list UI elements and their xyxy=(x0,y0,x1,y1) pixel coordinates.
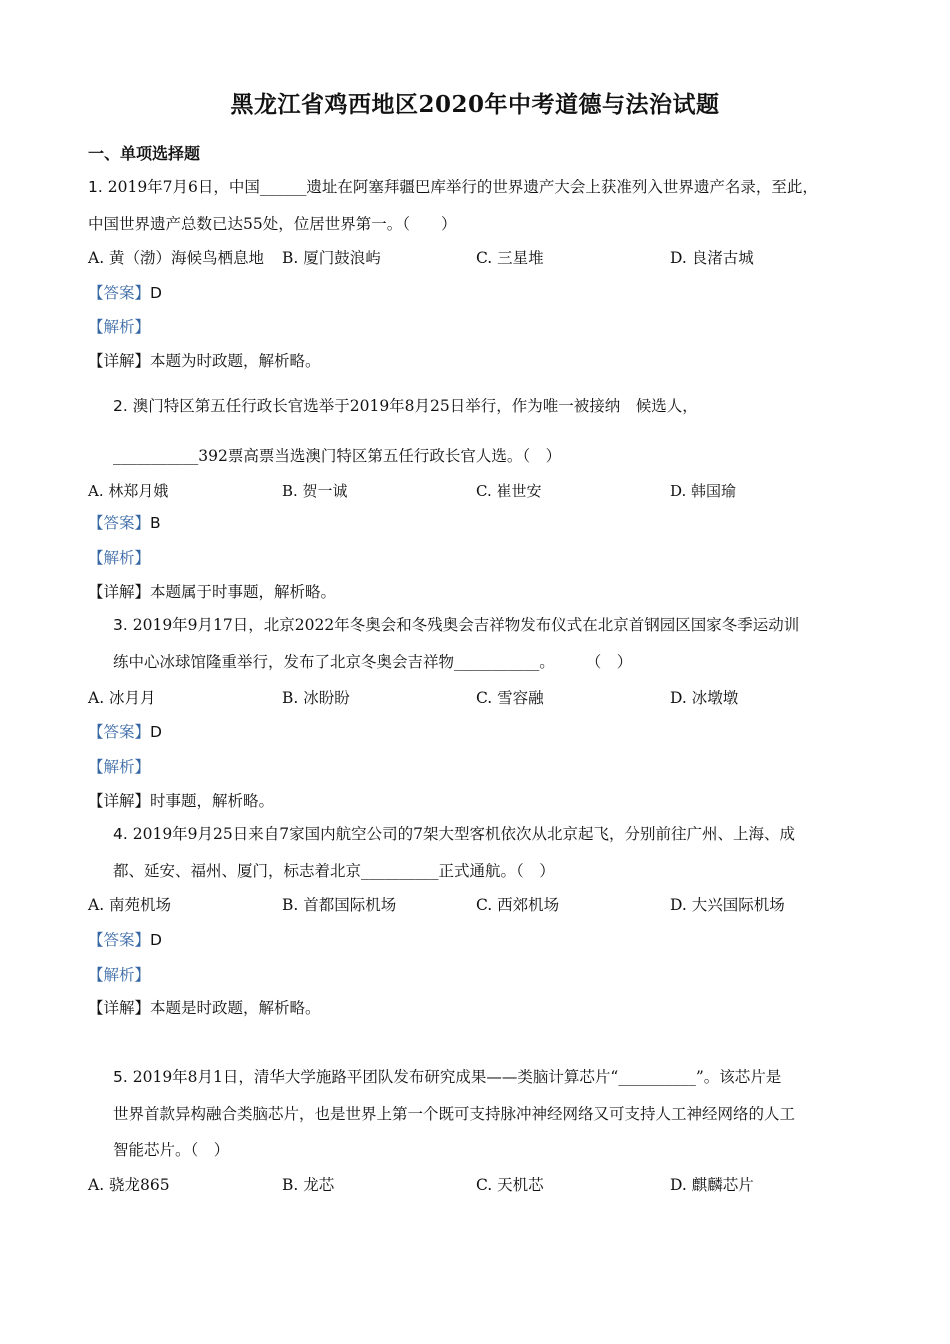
question-1-line-1 xyxy=(88,176,818,198)
answer-label: 【答案】 xyxy=(88,284,151,302)
option-d: D. 韩国瑜 xyxy=(670,482,737,500)
option-c: C. 西郊机场 xyxy=(476,896,560,914)
answer-value: D xyxy=(150,284,162,302)
question-number: 5. xyxy=(113,1068,128,1086)
analysis-label: 【解析】 xyxy=(88,318,151,336)
question-1-line-2: 中国世界遗产总数已达55处，位居世界第一。（ ） xyxy=(88,215,457,233)
question-3-line-2: 练中心冰球馆隆重举行，发布了北京冬奥会吉祥物___________。 （ ） xyxy=(113,653,633,671)
answer-value: D xyxy=(150,931,162,949)
detail-text: 【详解】本题属于时事题，解析略。 xyxy=(88,583,337,601)
option-d: D. 冰墩墩 xyxy=(670,689,739,707)
question-number: 2. xyxy=(113,397,128,415)
answer-label: 【答案】 xyxy=(88,723,151,741)
answer-label: 【答案】 xyxy=(88,514,151,532)
analysis-label: 【解析】 xyxy=(88,549,151,567)
answer-label: 【答案】 xyxy=(88,931,151,949)
question-5-line-1 xyxy=(113,1066,781,1088)
question-number: 1. xyxy=(88,178,103,196)
section-heading: 一、单项选择题 xyxy=(88,144,201,163)
option-a: A. 冰月月 xyxy=(88,689,156,707)
question-text: 澳门特区第五任行政长官选举于2019年8月25日举行，作为唯一被接纳 候选人， xyxy=(132,397,698,415)
detail-text: 【详解】本题是时政题，解析略。 xyxy=(88,999,321,1017)
option-d: D. 麒麟芯片 xyxy=(670,1176,754,1194)
question-5-line-3: 智能芯片。（ ） xyxy=(113,1141,230,1159)
question-number: 3. xyxy=(113,616,128,634)
question-5-line-2: 世界首款异构融合类脑芯片，也是世界上第一个既可支持脉冲神经网络又可支持人工神经网络的人工 xyxy=(113,1105,796,1123)
question-text: 2019年8月1日，清华大学施路平团队发布研究成果——类脑计算芯片“__________”。该芯片是 xyxy=(132,1068,782,1086)
page-title: 黑龙江省鸡西地区2020年中考道德与法治试题 xyxy=(230,91,720,118)
option-a: A. 黄（渤）海候鸟栖息地 xyxy=(88,249,265,267)
analysis-label: 【解析】 xyxy=(88,758,151,776)
question-text: 2019年7月6日，中国______遗址在阿塞拜疆巴库举行的世界遗产大会上获准列入世界遗产名录，至此， xyxy=(107,178,818,196)
detail-text: 【详解】本题为时政题，解析略。 xyxy=(88,352,321,370)
option-c: C. 崔世安 xyxy=(476,482,542,500)
answer-line xyxy=(88,929,162,951)
option-b: B. 贺一诚 xyxy=(282,482,348,500)
detail-text: 【详解】时事题，解析略。 xyxy=(88,792,275,810)
question-4-line-1 xyxy=(113,823,795,845)
option-a: A. 骁龙865 xyxy=(88,1176,170,1194)
analysis-label: 【解析】 xyxy=(88,966,151,984)
question-text: 2019年9月25日来自7家国内航空公司的7架大型客机依次从北京起飞，分别前往广州、上海、成 xyxy=(132,825,795,843)
option-b: B. 龙芯 xyxy=(282,1176,335,1194)
option-a: A. 林郑月娥 xyxy=(88,482,169,500)
option-b: B. 厦门鼓浪屿 xyxy=(282,249,381,267)
option-d: D. 良渚古城 xyxy=(670,249,754,267)
answer-line xyxy=(88,282,162,304)
question-2-line-1 xyxy=(113,395,698,417)
option-b: B. 冰盼盼 xyxy=(282,689,350,707)
option-c: C. 雪容融 xyxy=(476,689,544,707)
option-c: C. 天机芯 xyxy=(476,1176,544,1194)
answer-line xyxy=(88,721,162,743)
question-number: 4. xyxy=(113,825,128,843)
answer-line xyxy=(88,512,161,534)
question-3-line-1 xyxy=(113,614,799,636)
answer-value: B xyxy=(150,514,161,532)
question-4-line-2: 都、延安、福州、厦门，标志着北京__________正式通航。（ ） xyxy=(113,862,555,880)
question-text: 2019年9月17日，北京2022年冬奥会和冬残奥会吉祥物发布仪式在北京首钢园区国家冬季运动训 xyxy=(132,616,800,634)
option-c: C. 三星堆 xyxy=(476,249,544,267)
option-d: D. 大兴国际机场 xyxy=(670,896,785,914)
answer-value: D xyxy=(150,723,162,741)
question-2-line-2: ___________392票高票当选澳门特区第五任行政长官人选。（ ） xyxy=(113,447,562,465)
option-a: A. 南苑机场 xyxy=(88,896,172,914)
option-b: B. 首都国际机场 xyxy=(282,896,397,914)
